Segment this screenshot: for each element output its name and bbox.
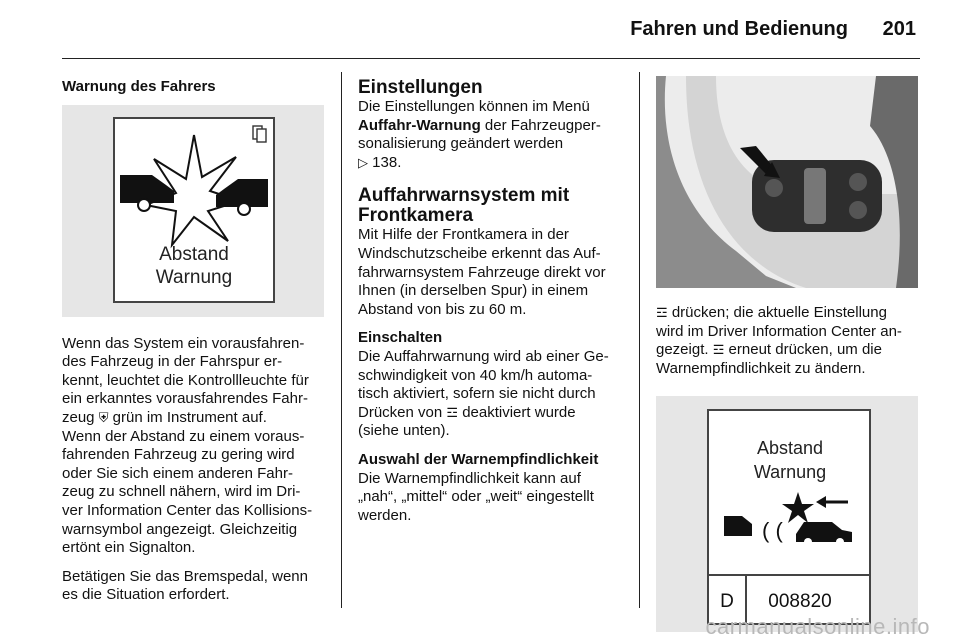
watermark: carmanualsonline.info [705,614,930,639]
section-title: Fahren und Bedienung [630,18,848,40]
distance-display-figure [656,396,918,632]
paragraph-camera: Mit Hilfe der Frontkamera in der Windschutzscheibe erkennt das Auf- fahrwarnsystem Fahrzeuge direkt vor Ihnen (in derselben Spur) in einem Abstand von bis zu 60 m. [358,226,606,318]
fig2-label-2: Warnung [753,462,827,483]
collision-alert-button-icon: ☲ [656,305,668,320]
page-reference-icon: ▷ [358,154,368,170]
control-button-icon [849,201,867,219]
paragraph-sensitivity: Die Warnempfindlichkeit kann auf „nah“, „mittel“ oder „weit“ eingestellt werden. [358,469,594,524]
odometer-reading: 008820 [768,591,832,613]
heading-sensitivity: Auswahl der Warnempfindlichkeit [358,450,599,468]
paragraph-activation: Die Auffahrwarnung wird ab einer Ge- schwindigkeit von 40 km/h automa- tisch aktiviert, sofern sie nicht durch Drücken von ☲ deaktiviert wurde (siehe unten). [358,347,609,440]
middle-column [358,78,630,535]
heading-activation: Einschalten [358,329,443,347]
gear-indicator: D [720,591,734,613]
column-divider-1 [341,72,342,608]
paragraph-settings: Die Einstellungen können im Menü Auffahr-Warnung der Fahrzeugper- sonalisierung geändert werden ▷ 138. [358,98,601,171]
distance-bracket-icon: ( ( [762,518,783,544]
vehicle-ahead-icon: ⛨ [98,409,109,425]
paragraph-detection: Wenn das System ein vorausfahren- des Fahrzeug in der Fahrspur er- kennt, leuchtet die Kontrollleuchte für ein erkanntes vorausfahrendes Fahr- zeug ⛨ grün im Instrument auf. Wenn der Abstand zu einem voraus- fahrenden Fahrzeug zu gering wird oder Sie sich einem anderen Fahr- zeug zu schnell nähern, wird im Dri- ver Information Center das Kollisions- warnsymbol angezeigt. Gleichzeitig ertönt ein Signalton. [62,334,313,557]
left-column [62,78,330,615]
heading-driver-warning: Warnung des Fahrers [62,78,216,95]
steering-wheel-figure [656,76,918,288]
heading-collision-system: Auffahrwarnsystem mit Frontkamera [358,185,570,227]
collision-warning-figure [62,105,324,317]
fig1-label-2: Warnung [155,266,233,288]
paragraph-press: ☲ drücken; die aktuelle Einstellung wird im Driver Information Center an- gezeigt. ☲ erneut drücken, um die Warnempfindlichkeit zu ändern. [656,304,902,377]
right-column [656,76,926,632]
control-button-icon [765,179,783,197]
header-rule [62,58,920,59]
fig1-label-1: Abstand [159,243,229,265]
heading-settings: Einstellungen [358,77,483,98]
control-button-icon [849,173,867,191]
collision-alert-button-icon: ☲ [712,342,725,358]
collision-alert-button-icon: ☲ [446,404,459,420]
paragraph-brake: Betätigen Sie das Bremspedal, wenn es die Situation erfordert. [62,567,308,604]
fig2-label-1: Abstand [756,438,824,459]
thumbwheel [804,168,826,224]
page-number: 201 [882,18,916,40]
column-divider-2 [639,72,640,608]
